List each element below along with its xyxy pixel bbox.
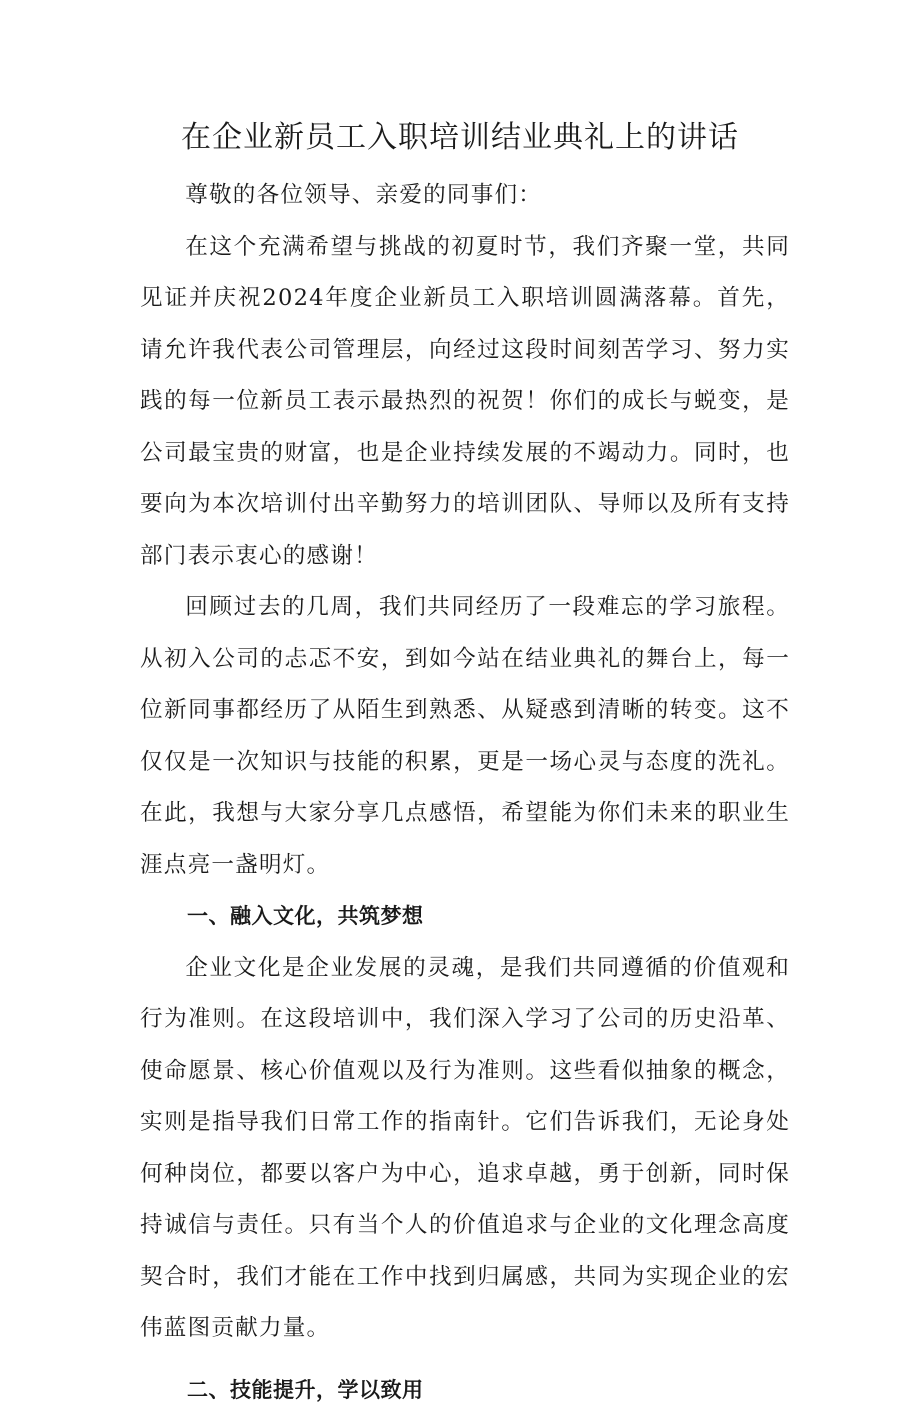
paragraph-opening: 在这个充满希望与挑战的初夏时节，我们齐聚一堂，共同见证并庆祝2024年度企业新员工入职培训圆满落幕。首先，请允许我代表公司管理层，向经过这段时间刻苦学习、努力实践的每一位新员工表示最热烈的祝贺！你们的成长与蜕变，是公司最宝贵的财富，也是企业持续发展的不竭动力。同时，也要向为本次培训付出辛勤努力的培训团队、导师以及所有支持部门表示衷心的感谢！: [140, 222, 790, 583]
section-heading-skills: 二、技能提升，学以致用: [140, 1365, 790, 1416]
document-body: [140, 170, 790, 1416]
document-title: 在企业新员工入职培训结业典礼上的讲话: [140, 112, 780, 156]
paragraph-review: 回顾过去的几周，我们共同经历了一段难忘的学习旅程。从初入公司的忐忑不安，到如今站在结业典礼的舞台上，每一位新同事都经历了从陌生到熟悉、从疑惑到清晰的转变。这不仅仅是一次知识与技能的积累，更是一场心灵与态度的洗礼。在此，我想与大家分享几点感悟，希望能为你们未来的职业生涯点亮一盏明灯。: [140, 582, 790, 891]
section-heading-culture: 一、融入文化，共筑梦想: [140, 891, 790, 943]
salutation: 尊敬的各位领导、亲爱的同事们：: [140, 170, 790, 222]
paragraph-culture: 企业文化是企业发展的灵魂，是我们共同遵循的价值观和行为准则。在这段培训中，我们深入学习了公司的历史沿革、使命愿景、核心价值观以及行为准则。这些看似抽象的概念，实则是指导我们日常工作的指南针。它们告诉我们，无论身处何种岗位，都要以客户为中心，追求卓越，勇于创新，同时保持诚信与责任。只有当个人的价值追求与企业的文化理念高度契合时，我们才能在工作中找到归属感，共同为实现企业的宏伟蓝图贡献力量。: [140, 943, 790, 1355]
